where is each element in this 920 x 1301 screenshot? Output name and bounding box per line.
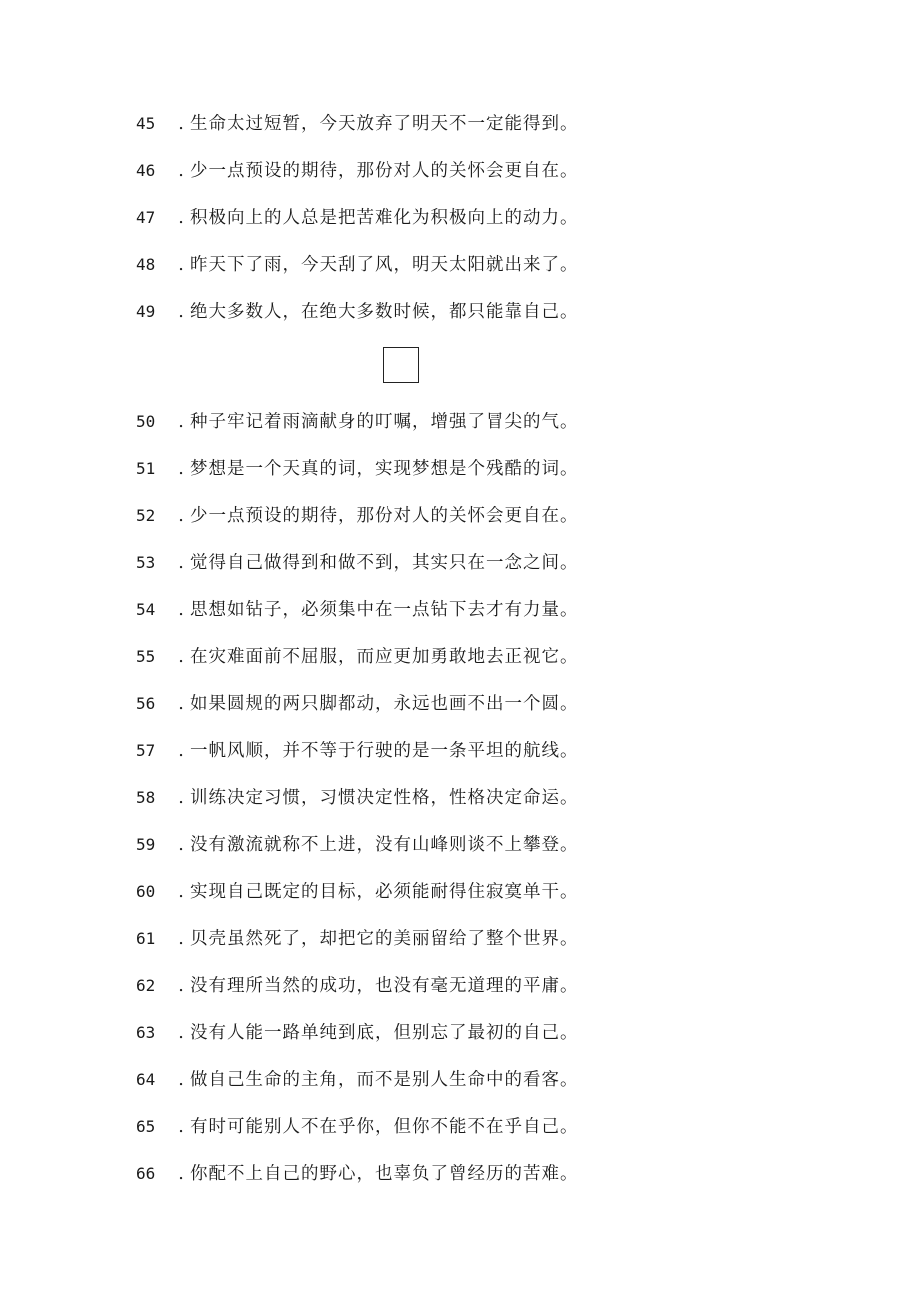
- quote-text: 梦想是一个天真的词，实现梦想是个残酷的词。: [190, 459, 579, 479]
- quote-number: 56: [136, 694, 156, 713]
- quote-text: 种子牢记着雨滴献身的叮嘱，增强了冒尖的气。: [190, 412, 579, 432]
- quote-line: [136, 595, 579, 625]
- quote-line: [136, 924, 579, 954]
- quote-separator: .: [178, 208, 184, 228]
- quote-number: 46: [136, 161, 156, 180]
- quote-number: 55: [136, 647, 156, 666]
- quote-number: 61: [136, 929, 156, 948]
- quote-line: [136, 548, 579, 578]
- quote-line: [136, 1159, 579, 1189]
- quote-line: [136, 407, 579, 437]
- quote-line: [136, 1065, 579, 1095]
- quote-text: 有时可能别人不在乎你，但你不能不在乎自己。: [190, 1117, 579, 1137]
- quote-text: 在灾难面前不屈服，而应更加勇敢地去正视它。: [190, 647, 579, 667]
- quote-text: 一帆风顺，并不等于行驶的是一条平坦的航线。: [190, 741, 579, 761]
- quote-number: 62: [136, 976, 156, 995]
- quote-line: [136, 1112, 579, 1142]
- quote-text: 昨天下了雨，今天刮了风，明天太阳就出来了。: [190, 255, 579, 275]
- quote-number: 54: [136, 600, 156, 619]
- quote-text: 如果圆规的两只脚都动，永远也画不出一个圆。: [190, 694, 579, 714]
- quote-separator: .: [178, 161, 184, 181]
- quote-number: 53: [136, 553, 156, 572]
- quote-separator: .: [178, 412, 184, 432]
- quote-text: 绝大多数人，在绝大多数时候，都只能靠自己。: [190, 302, 579, 322]
- quote-separator: .: [178, 647, 184, 667]
- quote-text: 做自己生命的主角，而不是别人生命中的看客。: [190, 1070, 579, 1090]
- quote-text: 你配不上自己的野心，也辜负了曾经历的苦难。: [190, 1164, 579, 1184]
- quote-separator: .: [178, 302, 184, 322]
- quote-number: 59: [136, 835, 156, 854]
- quote-line: [136, 203, 579, 233]
- quote-number: 60: [136, 882, 156, 901]
- quote-line: [136, 501, 579, 531]
- quote-line: [136, 250, 579, 280]
- quote-text: 积极向上的人总是把苦难化为积极向上的动力。: [190, 208, 579, 228]
- quote-text: 思想如钻子，必须集中在一点钻下去才有力量。: [190, 600, 579, 620]
- quote-text: 没有人能一路单纯到底，但别忘了最初的自己。: [190, 1023, 579, 1043]
- quote-text: 训练决定习惯，习惯决定性格，性格决定命运。: [190, 788, 579, 808]
- quote-number: 52: [136, 506, 156, 525]
- quote-line: [136, 109, 579, 139]
- quote-line: [136, 783, 579, 813]
- quote-separator: .: [178, 976, 184, 996]
- quote-number: 45: [136, 114, 156, 133]
- quote-separator: .: [178, 553, 184, 573]
- quote-line: [136, 1018, 579, 1048]
- quote-line: [136, 877, 579, 907]
- quote-separator: .: [178, 929, 184, 949]
- quote-separator: .: [178, 459, 184, 479]
- quote-number: 66: [136, 1164, 156, 1183]
- quote-number: 47: [136, 208, 156, 227]
- empty-square-box: [383, 347, 419, 383]
- quote-text: 没有激流就称不上进，没有山峰则谈不上攀登。: [190, 835, 579, 855]
- quote-separator: .: [178, 882, 184, 902]
- quote-separator: .: [178, 1164, 184, 1184]
- quote-line: [136, 297, 579, 327]
- quote-line: [136, 689, 579, 719]
- quote-text: 少一点预设的期待，那份对人的关怀会更自在。: [190, 161, 579, 181]
- quote-number: 57: [136, 741, 156, 760]
- quote-line: [136, 156, 579, 186]
- quote-line: [136, 642, 579, 672]
- quote-number: 64: [136, 1070, 156, 1089]
- quote-separator: .: [178, 788, 184, 808]
- quote-number: 49: [136, 302, 156, 321]
- quote-text: 生命太过短暂，今天放弃了明天不一定能得到。: [190, 114, 579, 134]
- quote-separator: .: [178, 600, 184, 620]
- quote-text: 没有理所当然的成功，也没有毫无道理的平庸。: [190, 976, 579, 996]
- quote-separator: .: [178, 1070, 184, 1090]
- quote-number: 50: [136, 412, 156, 431]
- quote-line: [136, 971, 579, 1001]
- quote-number: 63: [136, 1023, 156, 1042]
- quote-text: 实现自己既定的目标，必须能耐得住寂寞单干。: [190, 882, 579, 902]
- quote-number: 58: [136, 788, 156, 807]
- quote-separator: .: [178, 1117, 184, 1137]
- quote-text: 觉得自己做得到和做不到，其实只在一念之间。: [190, 553, 579, 573]
- quote-separator: .: [178, 114, 184, 134]
- quote-text: 少一点预设的期待，那份对人的关怀会更自在。: [190, 506, 579, 526]
- quote-separator: .: [178, 255, 184, 275]
- quote-separator: .: [178, 741, 184, 761]
- quote-number: 48: [136, 255, 156, 274]
- quote-line: [136, 454, 579, 484]
- quote-separator: .: [178, 694, 184, 714]
- quote-line: [136, 830, 579, 860]
- quote-text: 贝壳虽然死了，却把它的美丽留给了整个世界。: [190, 929, 579, 949]
- quote-line: [136, 736, 579, 766]
- quote-number: 51: [136, 459, 156, 478]
- quote-separator: .: [178, 506, 184, 526]
- quote-separator: .: [178, 835, 184, 855]
- quote-number: 65: [136, 1117, 156, 1136]
- quote-separator: .: [178, 1023, 184, 1043]
